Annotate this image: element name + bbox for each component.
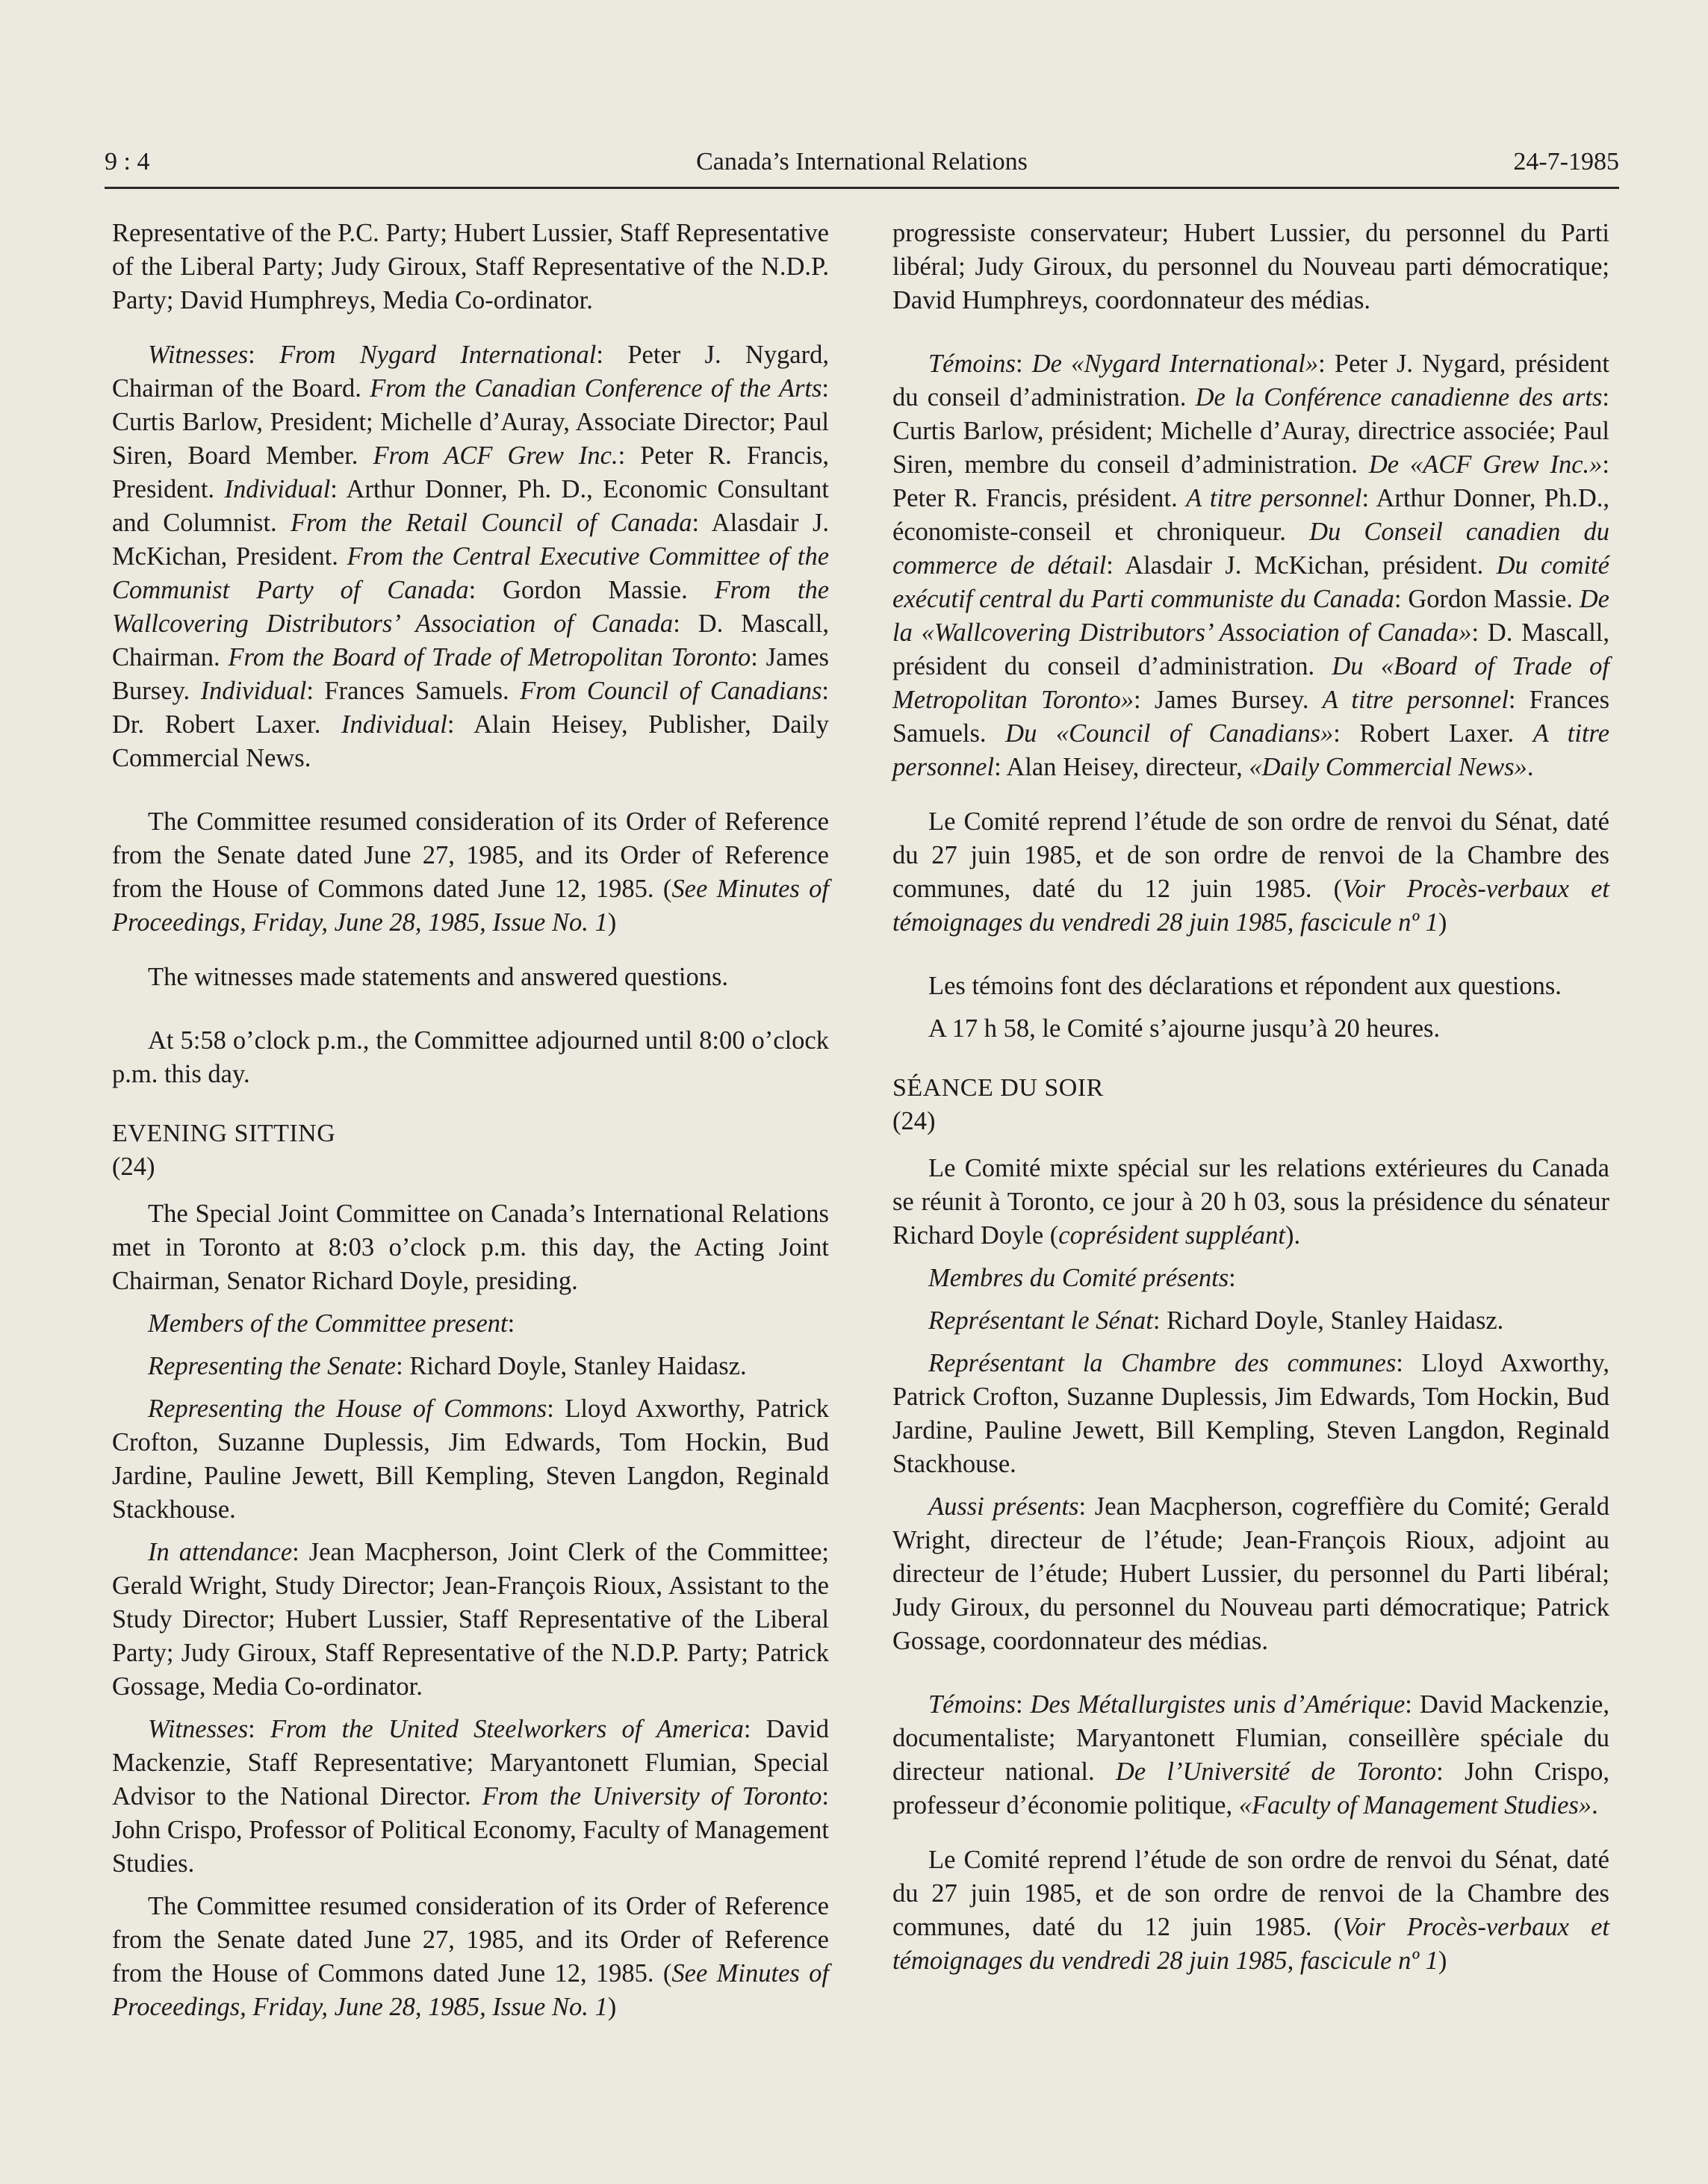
sitting-number: (24) bbox=[112, 1153, 155, 1181]
continued-paragraph: Representative of the P.C. Party; Hubert Lussier, Staff Representative of the Liberal Party; Judy Giroux, Staff Representative of the N.D.P. Party; David Humphreys, Media Co-ordinator. bbox=[112, 219, 829, 314]
met-paragraph: Le Comité mixte spécial sur les relations extérieures du Canada se réunit à Toronto, ce jour à 20 h 03, sous la présidence du sénateur Richard Doyle (coprésident suppléant). bbox=[892, 1154, 1609, 1250]
attendance-paragraph: Aussi présents: Jean Macpherson, cogreffière du Comité; Gerald Wright, directeur de l’étude; Jean-François Rioux, adjoint au directeur de l’étude; Hubert Lussier, du personnel du Parti libéral; Judy Giroux, du personnel du Nouveau parti démocratique; Patrick Gossage, coordonnateur des médias. bbox=[892, 1492, 1610, 1655]
statements-paragraph: The witnesses made statements and answered questions. bbox=[148, 963, 729, 991]
house-members: Representing the House of Commons: Lloyd Axworthy, Patrick Crofton, Suzanne Duplessis, Jim Edwards, Tom Hockin, Bud Jardine, Pauline Jewett, Bill Kempling, Steven Langdon, Reginald Stackhouse. bbox=[112, 1395, 829, 1524]
evening-witnesses-paragraph: Témoins: Des Métallurgistes unis d’Amérique: David Mackenzie, documentaliste; Maryantonett Flumian, conseillère spéciale du directeur national. De l’Université de Toronto: John Crispo, professeur d’économie politique, «Faculty of Management Studies». bbox=[892, 1690, 1610, 1820]
adjourned-paragraph: At 5:58 o’clock p.m., the Committee adjourned until 8:00 o’clock p.m. this day. bbox=[112, 1026, 829, 1088]
evening-witnesses-paragraph: Witnesses: From the United Steelworkers of America: David Mackenzie, Staff Representative; Maryantonett Flumian, Special Advisor to the National Director. From the University of Toronto: John Crispo, Professor of Political Economy, Faculty of Management Studies. bbox=[112, 1715, 829, 1878]
page-header bbox=[105, 142, 1619, 189]
evening-resumed-paragraph: The Committee resumed consideration of its Order of Reference from the Senate dated June 27, 1985, and its Order of Reference from the House of Commons dated June 12, 1985. (See Minutes of Proceedings, Friday, June 28, 1985, Issue No. 1) bbox=[112, 1892, 830, 2021]
page-number: 9 : 4 bbox=[105, 148, 150, 176]
members-present-label: Membres du Comité présents: bbox=[928, 1264, 1236, 1292]
witnesses-paragraph: Témoins: De «Nygard International»: Peter J. Nygard, président du conseil d’administration. De la Conférence canadienne des arts: Curtis Barlow, président; Michelle d’Auray, directrice associée; Paul Siren, membre du conseil d’administration. De «ACF Grew Inc.»: Peter R. Francis, président. A titre personnel: Arthur Donner, Ph.D., économiste-conseil et chroniqueur. Du Conseil canadien du commerce de détail: Alasdair J. McKichan, président. Du comité exécutif central du Parti communiste du Canada: Gordon Massie. De la «Wallcovering Distributors’ Association of Canada»: D. Mascall, président du conseil d’administration. Du «Board of Trade of Metropolitan Toronto»: James Bursey. A titre personnel: Frances Samuels. Du «Council of Canadians»: Robert Laxer. A titre personnel: Alan Heisey, directeur, «Daily Commercial News». bbox=[892, 350, 1610, 781]
continued-paragraph: progressiste conservateur; Hubert Lussier, du personnel du Parti libéral; Judy Giroux, du personnel du Nouveau parti démocratique; David Humphreys, coordonnateur des médias. bbox=[892, 219, 1609, 314]
house-members: Représentant la Chambre des communes: Lloyd Axworthy, Patrick Crofton, Suzanne Duplessis, Jim Edwards, Tom Hockin, Bud Jardine, Pauline Jewett, Bill Kempling, Steven Langdon, Reginald Stackhouse. bbox=[892, 1349, 1609, 1478]
evening-sitting-heading: SÉANCE DU SOIR bbox=[892, 1074, 1104, 1102]
evening-sitting-heading: EVENING SITTING bbox=[112, 1120, 336, 1147]
resumed-paragraph: Le Comité reprend l’étude de son ordre de renvoi du Sénat, daté du 27 juin 1985, et de son ordre de renvoi de la Chambre des communes, daté du 12 juin 1985. (Voir Procès-verbaux et témoignages du vendredi 28 juin 1985, fascicule nº 1) bbox=[892, 807, 1609, 937]
running-title: Canada’s International Relations bbox=[696, 148, 1028, 176]
witnesses-paragraph: Witnesses: From Nygard International: Peter J. Nygard, Chairman of the Board. From the Canadian Conference of the Arts: Curtis Barlow, President; Michelle d’Auray, Associate Director; Paul Siren, Board Member. From ACF Grew Inc.: Peter R. Francis, President. Individual: Arthur Donner, Ph. D., Economic Consultant and Columnist. From the Retail Council of Canada: Alasdair J. McKichan, President. From the Central Executive Committee of the Communist Party of Canada: Gordon Massie. From the Wallcovering Distributors’ Association of Canada: D. Mascall, Chairman. From the Board of Trade of Metropolitan Toronto: James Bursey. Individual: Frances Samuels. From Council of Canadians: Dr. Robert Laxer. Individual: Alain Heisey, Publisher, Daily Commercial News. bbox=[112, 341, 830, 772]
met-paragraph: The Special Joint Committee on Canada’s International Relations met in Toronto at 8:03 o’clock p.m. this day, the Acting Joint Chairman, Senator Richard Doyle, presiding. bbox=[112, 1200, 829, 1295]
resumed-paragraph: The Committee resumed consideration of its Order of Reference from the Senate dated June 27, 1985, and its Order of Reference from the House of Commons dated June 12, 1985. (See Minutes of Proceedings, Friday, June 28, 1985, Issue No. 1) bbox=[112, 807, 830, 937]
adjourned-paragraph: A 17 h 58, le Comité s’ajourne jusqu’à 20 heures. bbox=[928, 1014, 1441, 1043]
members-present-label: Members of the Committee present: bbox=[148, 1309, 515, 1338]
issue-date: 24-7-1985 bbox=[1513, 148, 1619, 176]
french-column bbox=[892, 217, 1609, 1999]
english-column bbox=[112, 217, 829, 2045]
senate-members: Representing the Senate: Richard Doyle, Stanley Haidasz. bbox=[148, 1352, 747, 1380]
evening-resumed-paragraph: Le Comité reprend l’étude de son ordre de renvoi du Sénat, daté du 27 juin 1985, et de son ordre de renvoi de la Chambre des communes, daté du 12 juin 1985. (Voir Procès-verbaux et témoignages du vendredi 28 juin 1985, fascicule nº 1) bbox=[892, 1846, 1609, 1975]
sitting-number: (24) bbox=[892, 1107, 936, 1135]
attendance-paragraph: In attendance: Jean Macpherson, Joint Clerk of the Committee; Gerald Wright, Study Director; Jean-François Rioux, Assistant to the Study Director; Hubert Lussier, Staff Representative of the Liberal Party; Judy Giroux, Staff Representative of the N.D.P. Party; Patrick Gossage, Media Co-ordinator. bbox=[112, 1538, 829, 1701]
statements-paragraph: Les témoins font des déclarations et répondent aux questions. bbox=[928, 972, 1562, 1000]
senate-members: Représentant le Sénat: Richard Doyle, Stanley Haidasz. bbox=[928, 1306, 1504, 1335]
